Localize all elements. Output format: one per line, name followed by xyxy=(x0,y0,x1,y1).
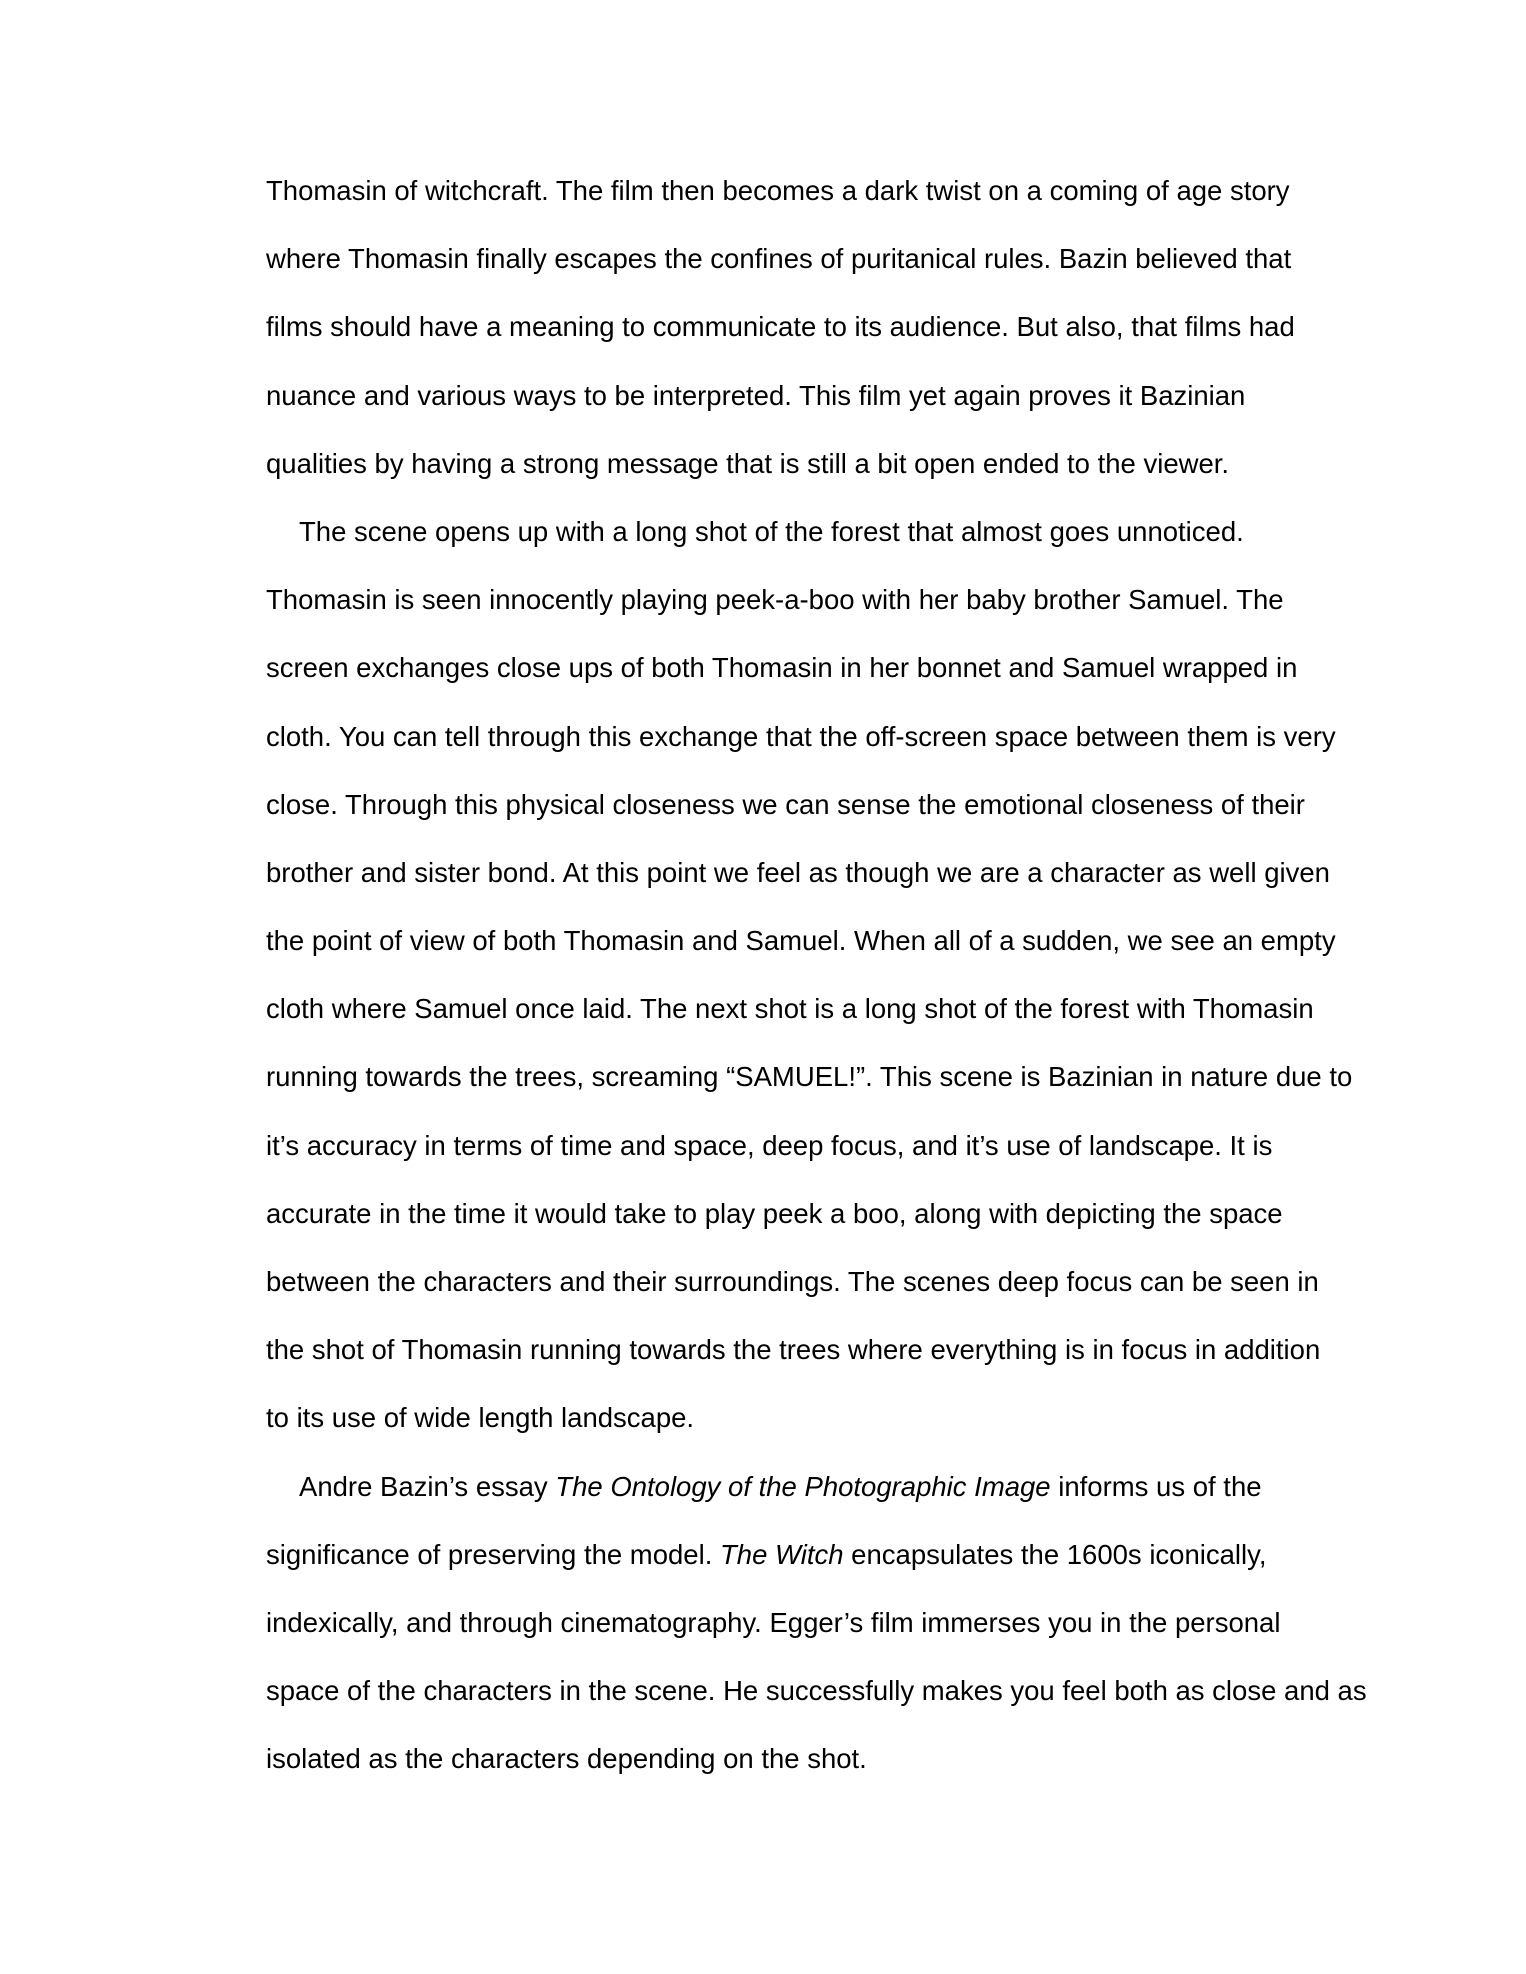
text-line: isolated as the characters depending on the shot. xyxy=(266,1743,867,1775)
text-span: informs us of the xyxy=(1050,1470,1262,1502)
body-text xyxy=(266,161,1367,1798)
paragraph-2 xyxy=(266,502,1353,1457)
text-line: Thomasin of witchcraft. The film then becomes a dark twist on a coming of age story xyxy=(266,175,1290,206)
text-line: where Thomasin finally escapes the confines of puritanical rules. Bazin believed that xyxy=(266,243,1292,275)
text-line: it’s accuracy in terms of time and space, deep focus, and it’s use of landscape. It is xyxy=(266,1129,1273,1161)
text-line: screen exchanges close ups of both Thomasin in her bonnet and Samuel wrapped in xyxy=(266,652,1298,684)
text-line: The scene opens up with a long shot of the forest that almost goes unnoticed. xyxy=(299,515,1244,547)
text-line: cloth where Samuel once laid. The next shot is a long shot of the forest with Thomasin xyxy=(266,993,1314,1025)
film-title: The Witch xyxy=(720,1538,844,1570)
text-line: space of the characters in the scene. He successfully makes you feel both as close and as xyxy=(266,1675,1367,1707)
text-line: running towards the trees, screaming “SAMUEL!”. This scene is Bazinian in nature due to xyxy=(266,1061,1353,1093)
text-span: encapsulates the 1600s iconically, xyxy=(843,1538,1267,1570)
text-line: Thomasin is seen innocently playing peek-a-boo with her baby brother Samuel. The xyxy=(266,584,1284,616)
paragraph-3 xyxy=(266,1457,1367,1798)
text-line: indexically, and through cinematography. Egger’s film immerses you in the personal xyxy=(266,1606,1281,1638)
text-span: significance of preserving the model. xyxy=(266,1538,720,1570)
paragraph-1 xyxy=(266,161,1346,502)
essay-title: The Ontology of the Photographic Image xyxy=(555,1470,1051,1502)
text-line: nuance and various ways to be interpreted. This film yet again proves it Bazinian xyxy=(266,379,1246,411)
text-line: accurate in the time it would take to play peek a boo, along with depicting the space xyxy=(266,1197,1283,1229)
text-line: films should have a meaning to communicate to its audience. But also, that films had xyxy=(266,311,1295,343)
text-line: the point of view of both Thomasin and Samuel. When all of a sudden, we see an empty xyxy=(266,925,1336,957)
text-line: between the characters and their surroundings. The scenes deep focus can be seen in xyxy=(266,1266,1319,1297)
text-line: brother and sister bond. At this point we feel as though we are a character as well given xyxy=(266,856,1330,888)
text-span: Andre Bazin’s essay xyxy=(299,1470,556,1502)
text-line xyxy=(266,1457,1346,1525)
text-line: to its use of wide length landscape. xyxy=(266,1402,695,1434)
text-line: qualities by having a strong message that is still a bit open ended to the viewer. xyxy=(266,447,1230,479)
text-line: the shot of Thomasin running towards the trees where everything is in focus in addition xyxy=(266,1334,1321,1366)
text-line: cloth. You can tell through this exchange that the off-screen space between them is very xyxy=(266,720,1336,752)
text-line xyxy=(266,1525,1346,1593)
text-line: close. Through this physical closeness we can sense the emotional closeness of their xyxy=(266,788,1305,820)
